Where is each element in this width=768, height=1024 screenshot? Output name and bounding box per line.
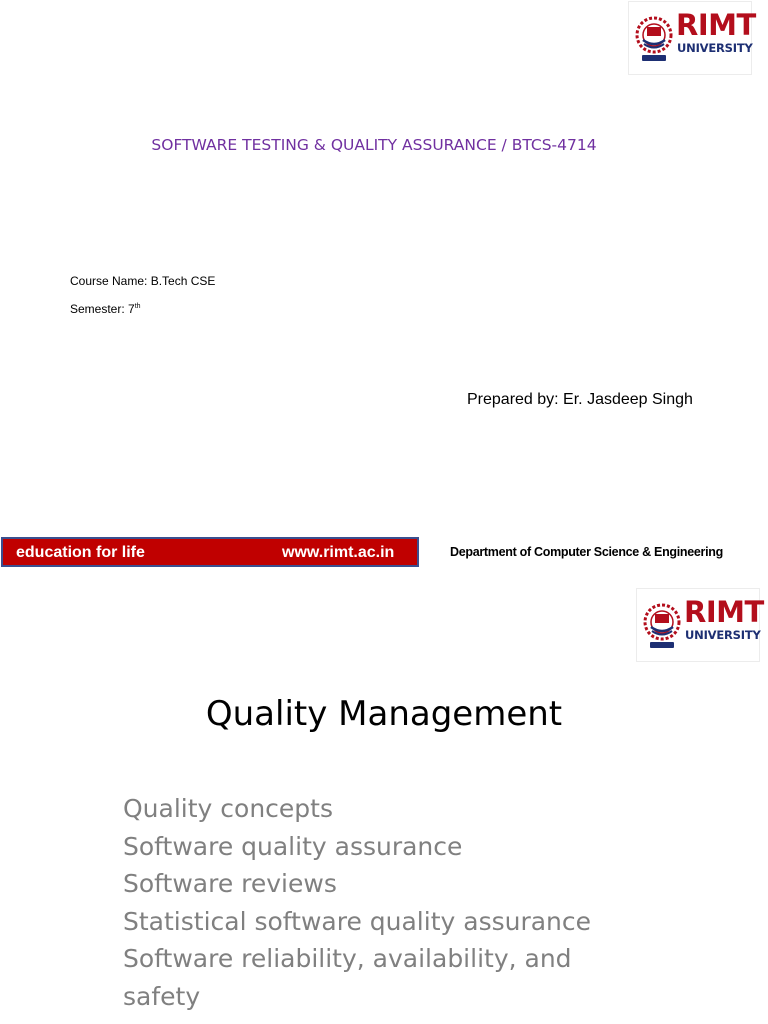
list-item: Statistical software quality assurance [123,906,592,936]
list-item: Software reviews [123,869,337,899]
university-logo [628,1,756,75]
footer-band [1,537,419,567]
course-title: SOFTWARE TESTING & QUALITY ASSURANCE / BTCS-4714 [151,136,597,154]
slide-title: Quality Management [205,694,563,734]
semester [70,302,141,316]
footer-motto: education for life [16,544,145,561]
list-item: Software quality assurance [123,831,463,861]
logo-brand: RIMT [684,595,764,629]
content-slide [0,588,768,1024]
university-logo [636,588,764,662]
logo-subtitle: UNIVERSITY [685,628,761,642]
logo-brand: RIMT [676,8,756,42]
list-item: Software reliability, availability, and safety [123,944,572,1011]
topic-list [123,790,623,1016]
logo-subtitle: UNIVERSITY [677,41,753,55]
prepared-by: Prepared by: Er. Jasdeep Singh [467,391,693,408]
emblem-icon [642,595,682,655]
list-item: Quality concepts [123,794,333,823]
course-name: Course Name: B.Tech CSE [70,274,216,288]
department-name: Department of Computer Science & Engineering [450,545,723,559]
emblem-icon [634,8,674,68]
semester-suffix: th [134,303,141,310]
footer-url[interactable]: www.rimt.ac.in [282,544,395,561]
semester-value: Semester: 7 [70,302,135,316]
